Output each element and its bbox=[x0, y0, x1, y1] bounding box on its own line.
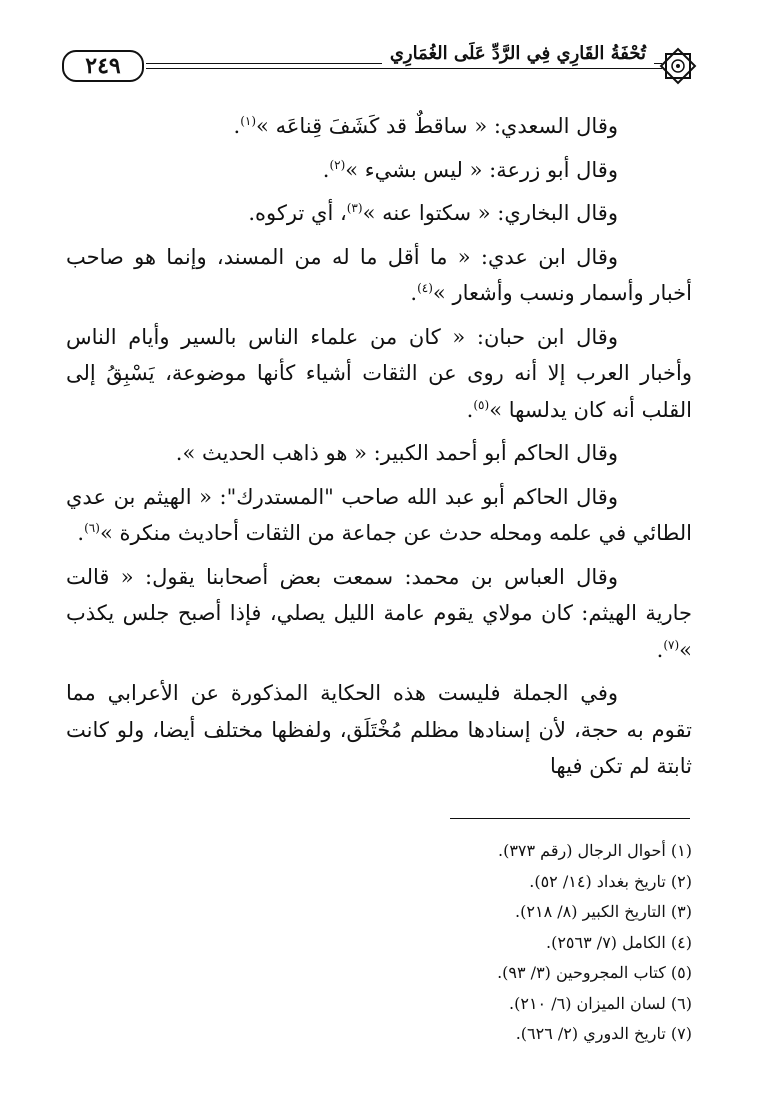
footnote-item: (١) أحوال الرجال (رقم ٣٧٣). bbox=[497, 841, 692, 860]
footnote-separator bbox=[450, 818, 690, 819]
page-header bbox=[62, 44, 698, 88]
footnote-item: (٧) تاريخ الدوري (٢/ ٦٢٦). bbox=[515, 1024, 692, 1043]
octagram-ornament-icon bbox=[658, 46, 698, 86]
footnote-item: (٤) الكامل (٧/ ٢٥٦٣). bbox=[546, 932, 692, 952]
footnote-item: (٦) لسان الميزان (٦/ ٢١٠). bbox=[509, 993, 692, 1013]
footnote-ref: (٤) bbox=[417, 281, 433, 295]
running-title: تُحْفَةُ القَارِي فِي الرَّدِّ عَلَى الغُمَارِي bbox=[382, 44, 654, 64]
footnote-item: (٥) كتاب المجروحين (٣/ ٩٣). bbox=[497, 963, 692, 982]
paragraph-abbas: وقال العباس بن محمد: سمعت بعض أصحابنا يقول: « قالت جارية الهيثم: كان مولاي يقوم عامة الليل يصلي، فإذا أصبح جلس يكذب »$^{(٧)}$. bbox=[66, 564, 692, 662]
footnote-ref: (٣) bbox=[346, 201, 363, 215]
paragraph-hakim-abu-ahmad: وقال الحاكم أبو أحمد الكبير: « هو ذاهب الحديث ». bbox=[175, 441, 618, 465]
paragraph-ibn-hibban: وقال ابن حبان: « كان من علماء الناس بالسير وأيام الناس وأخبار العرب إلا أنه روى عن الثقات أشياء كأنها موضوعة، يَسْبِقُ إلى القلب أنه كان يدلسها »$^{(٥)}$. bbox=[66, 324, 692, 422]
page-number: ٢٤٩ bbox=[62, 50, 144, 82]
paragraph-hakim-abu-abdullah: وقال الحاكم أبو عبد الله صاحب "المستدرك": « الهيثم بن عدي الطائي في علمه ومحله حدث عن جماعة من الثقات أحاديث منكرة »$^{(٦)}$. bbox=[66, 484, 692, 545]
header-rule-bottom bbox=[146, 68, 662, 69]
paragraph-ibn-adi: وقال ابن عدي: « ما أقل ما له من المسند، وإنما هو صاحب أخبار وأسمار ونسب وأشعار »$^{(٤)}$. bbox=[66, 244, 692, 305]
footnote-ref: (٢) bbox=[329, 157, 346, 172]
footnote-item: (٣) التاريخ الكبير (٨/ ٢١٨). bbox=[515, 902, 692, 921]
footnote-ref: (٧) bbox=[663, 637, 680, 652]
footnote-ref: (٦) bbox=[84, 521, 100, 535]
paragraph-bukhari: وقال البخاري: « سكتوا عنه »$^{(٣)}$، أي تركوه. bbox=[248, 201, 618, 225]
footnotes bbox=[160, 836, 692, 1050]
main-text bbox=[66, 108, 692, 792]
paragraph-abu-zura: وقال أبو زرعة: « ليس بشيء »$^{(٢)}$. bbox=[322, 157, 618, 182]
paragraph-conclusion: وفي الجملة فليست هذه الحكاية المذكورة عن الأعرابي مما تقوم به حجة، لأن إسنادها مظلم مُخْتَلَق، ولفظها مختلف أيضا، ولو كانت ثابتة لم تكن فيها bbox=[66, 681, 692, 778]
footnote-item: (٢) تاريخ بغداد (١٤/ ٥٢). bbox=[529, 871, 692, 891]
footnote-ref: (١) bbox=[240, 114, 257, 128]
footnote-ref: (٥) bbox=[473, 397, 490, 412]
paragraph-saadi: وقال السعدي: « ساقطٌ قد كَشَفَ قِناعَه »$^{(١)}$. bbox=[233, 114, 618, 138]
